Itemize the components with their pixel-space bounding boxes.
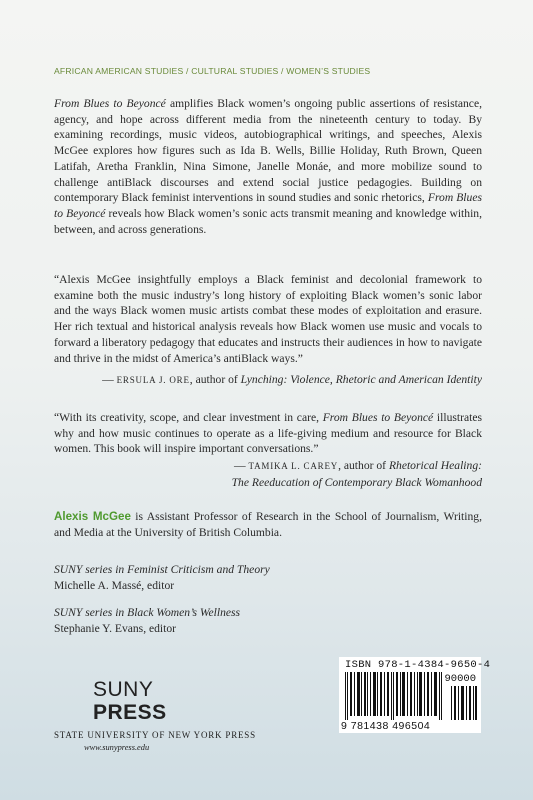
barcode-digits: 9 781438 496504 [341, 720, 431, 732]
series-editor: Michelle A. Massé, editor [54, 578, 175, 592]
category-line: AFRICAN AMERICAN STUDIES / CULTURAL STUDIES / WOMEN’S STUDIES [54, 66, 371, 76]
endorser-work: Rhetorical Healing: [388, 459, 482, 472]
barcode-bars [345, 672, 445, 720]
book-title: From Blues to Beyoncé [54, 97, 166, 110]
quote-1-text: “Alexis McGee insightfully employs a Black feminist and decolonial framework to examine both the music industry’s long history of exploiting Black women’s sonic labor and the ways Black women music artists combat these modes of exploitation and erasure. Her rich textual and historical analysis reveals how Black women use music and vocals to forward a liberatory pedagogy that educates and instructs their audiences in how to navigate and thrive in the midst of America’s antiBlack ways.” [54, 273, 482, 365]
quote-2-attribution: — TAMIKA L. CAREY, author of Rhetorical Healing: The Reeducation of Contemporary Black Womanhood [231, 459, 482, 489]
book-description [54, 96, 482, 237]
publisher-name-suny: SUNY [93, 678, 154, 701]
author-name: Alexis McGee [54, 510, 131, 523]
series-title: SUNY series in Black Women’s Wellness [54, 606, 241, 619]
quote-1-attribution: — ERSULA J. ORE, author of Lynching: Violence, Rhetoric and American Identity [102, 373, 482, 386]
endorser-name: TAMIKA L. CAREY [248, 461, 339, 471]
price-barcode-bars [451, 686, 477, 720]
endorser-work: The Reeducation of Contemporary Black Womanhood [231, 475, 482, 489]
series-editor: Stephanie Y. Evans, editor [54, 621, 177, 635]
endorsement-quote-2: “With its creativity, scope, and clear investment in care, From Blues to Beyoncé illustrates why and how music continues to operate as a life-giving medium and resource for Black women. This book will inspire important conversations.” [54, 411, 482, 456]
series-2 [54, 605, 240, 636]
book-title: From Blues to Beyoncé [322, 411, 434, 424]
endorsement-quote-1 [54, 272, 482, 366]
isbn-barcode [339, 657, 491, 733]
author-bio-text: is Assistant Professor of Research in the School of Journalism, Writing, and Media at the University of British Columbia. [54, 510, 482, 539]
endorser-work: Lynching: Violence, Rhetoric and American Identity [240, 373, 482, 386]
publisher-url: www.sunypress.edu [84, 743, 150, 752]
description-part-1: amplifies Black women’s ongoing public assertions of resistance, agency, and hope across different media from the nineteenth century to today. By examining recordings, music videos, autobiographical writings, and speeches, Alexis McGee explores how figures such as Ida B. Wells, Billie Holiday, Ruth Brown, Queen Latifah, Aretha Franklin, Nina Simone, Janelle Monáe, and more mobilize sound to challenge antiBlack discourses and extend social justice pedagogies. Building on contemporary Black feminist interventions in sound studies and sonic rhetorics, [54, 97, 482, 205]
publisher-name-press: PRESS [93, 701, 167, 724]
description-part-2: reveals how Black women’s sonic acts transmit meaning and knowledge within, between, and across generations. [54, 206, 482, 236]
book-title: From Blues to Beyoncé [54, 191, 482, 220]
isbn-label: ISBN 978-1-4384-9650-4 [345, 659, 491, 671]
author-bio [54, 509, 482, 540]
series-title: SUNY series in Feminist Criticism and Theory [54, 563, 270, 576]
endorser-name: ERSULA J. ORE [116, 375, 190, 385]
price-code: 90000 [444, 673, 476, 685]
publisher-full-name: STATE UNIVERSITY OF NEW YORK PRESS [54, 730, 256, 740]
series-1 [54, 562, 270, 593]
